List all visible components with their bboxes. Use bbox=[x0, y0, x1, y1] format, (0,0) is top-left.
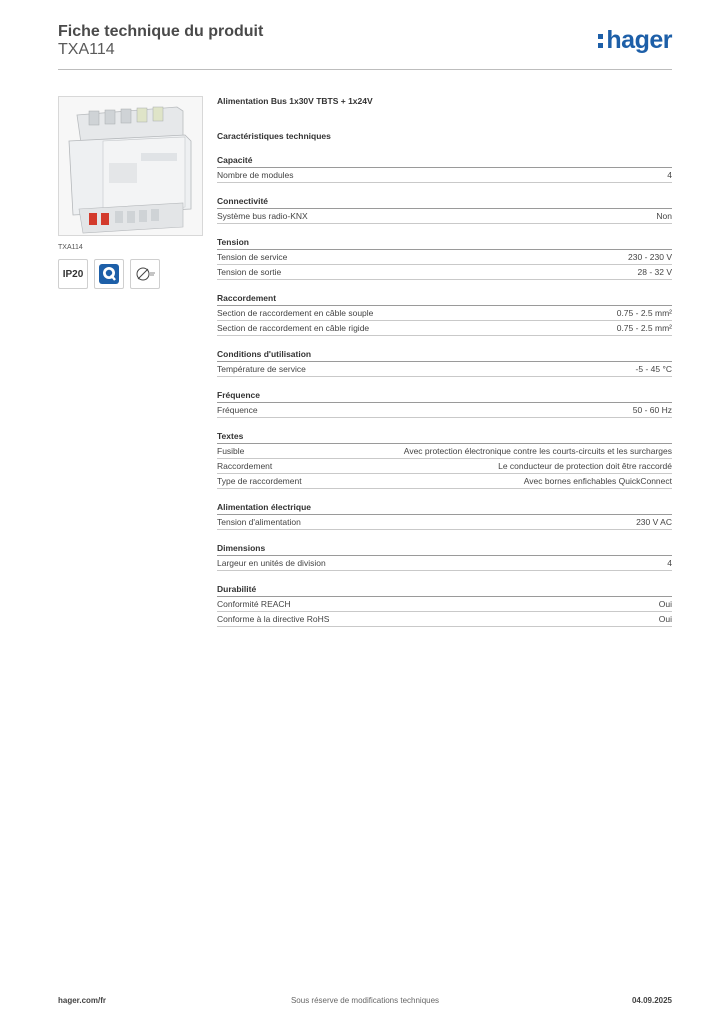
spec-value: Avec protection électronique contre les courts-circuits et les surcharges bbox=[403, 446, 672, 456]
spec-row bbox=[217, 444, 672, 459]
spec-label: Section de raccordement en câble rigide bbox=[217, 323, 370, 333]
spec-value: 28 - 32 V bbox=[637, 267, 672, 277]
spec-value: -5 - 45 °C bbox=[635, 364, 672, 374]
spec-value: 230 - 230 V bbox=[628, 252, 672, 262]
spec-group bbox=[217, 583, 672, 627]
spec-value: 230 V AC bbox=[636, 517, 672, 527]
spec-row bbox=[217, 515, 672, 530]
specifications bbox=[217, 96, 672, 627]
document-title: Fiche technique du produit bbox=[58, 23, 264, 40]
spec-group-title: Connectivité bbox=[217, 195, 672, 209]
spec-row bbox=[217, 306, 672, 321]
spec-value: 4 bbox=[667, 558, 672, 568]
spec-group-title: Conditions d'utilisation bbox=[217, 348, 672, 362]
spec-group bbox=[217, 501, 672, 530]
spec-row bbox=[217, 556, 672, 571]
spec-group bbox=[217, 542, 672, 571]
spec-group bbox=[217, 154, 672, 183]
spec-group-title: Tension bbox=[217, 236, 672, 250]
spec-label: Conforme à la directive RoHS bbox=[217, 614, 330, 624]
spec-group bbox=[217, 389, 672, 418]
spec-row bbox=[217, 403, 672, 418]
product-reference: TXA114 bbox=[58, 41, 115, 58]
spec-row bbox=[217, 362, 672, 377]
spec-row bbox=[217, 209, 672, 224]
spec-row bbox=[217, 168, 672, 183]
spec-group-title: Raccordement bbox=[217, 292, 672, 306]
ip20-badge-text: IP20 bbox=[62, 268, 84, 280]
product-device-icon bbox=[59, 97, 203, 236]
spec-value: Oui bbox=[658, 599, 672, 609]
spec-label: Tension de service bbox=[217, 252, 288, 262]
spec-group-title: Textes bbox=[217, 430, 672, 444]
spec-group-title: Durabilité bbox=[217, 583, 672, 597]
spec-label: Tension de sortie bbox=[217, 267, 282, 277]
spec-label: Raccordement bbox=[217, 461, 273, 471]
spec-value: 50 - 60 Hz bbox=[632, 405, 672, 415]
spec-label: Tension d'alimentation bbox=[217, 517, 301, 527]
footer-website-link[interactable]: hager.com/fr bbox=[58, 996, 107, 1005]
halogen-free-icon bbox=[130, 259, 160, 289]
spec-row bbox=[217, 265, 672, 280]
spec-row bbox=[217, 612, 672, 627]
technical-characteristics-title: Caractéristiques techniques bbox=[217, 131, 331, 141]
spec-row bbox=[217, 250, 672, 265]
spec-row bbox=[217, 597, 672, 612]
page-footer bbox=[58, 996, 672, 1010]
spec-value: 0.75 - 2.5 mm² bbox=[616, 308, 672, 318]
spec-label: Température de service bbox=[217, 364, 306, 374]
spec-value: Avec bornes enfichables QuickConnect bbox=[523, 476, 672, 486]
spec-label: Nombre de modules bbox=[217, 170, 294, 180]
logo-colon-icon bbox=[598, 30, 604, 50]
footer-date: 04.09.2025 bbox=[631, 996, 672, 1005]
spec-label: Fusible bbox=[217, 446, 245, 456]
logo-text: hager bbox=[606, 26, 672, 54]
spec-label: Section de raccordement en câble souple bbox=[217, 308, 374, 318]
spec-group bbox=[217, 430, 672, 489]
spec-value: 4 bbox=[667, 170, 672, 180]
spec-value: Oui bbox=[658, 614, 672, 624]
product-image bbox=[58, 96, 203, 236]
spec-value: 0.75 - 2.5 mm² bbox=[616, 323, 672, 333]
badge-row bbox=[58, 259, 203, 289]
ip20-badge bbox=[58, 259, 88, 289]
spec-group bbox=[217, 348, 672, 377]
quickconnect-icon bbox=[94, 259, 124, 289]
spec-groups bbox=[217, 154, 672, 627]
footer-notice: Sous réserve de modifications techniques bbox=[290, 996, 440, 1005]
product-name: Alimentation Bus 1x30V TBTS + 1x24V bbox=[217, 96, 373, 106]
spec-label: Fréquence bbox=[217, 405, 258, 415]
page-header bbox=[58, 22, 672, 70]
spec-label: Type de raccordement bbox=[217, 476, 302, 486]
spec-value: Non bbox=[656, 211, 672, 221]
spec-row bbox=[217, 321, 672, 336]
left-column bbox=[58, 96, 203, 289]
spec-group bbox=[217, 236, 672, 280]
spec-row bbox=[217, 459, 672, 474]
hager-logo bbox=[598, 26, 672, 55]
spec-label: Système bus radio-KNX bbox=[217, 211, 308, 221]
spec-group-title: Alimentation électrique bbox=[217, 501, 672, 515]
spec-label: Largeur en unités de division bbox=[217, 558, 326, 568]
spec-group bbox=[217, 292, 672, 336]
spec-group-title: Dimensions bbox=[217, 542, 672, 556]
spec-group-title: Capacité bbox=[217, 154, 672, 168]
spec-group-title: Fréquence bbox=[217, 389, 672, 403]
spec-group bbox=[217, 195, 672, 224]
image-caption: TXA114 bbox=[58, 244, 83, 251]
spec-label: Conformité REACH bbox=[217, 599, 291, 609]
spec-row bbox=[217, 474, 672, 489]
spec-value: Le conducteur de protection doit être raccordé bbox=[498, 461, 672, 471]
